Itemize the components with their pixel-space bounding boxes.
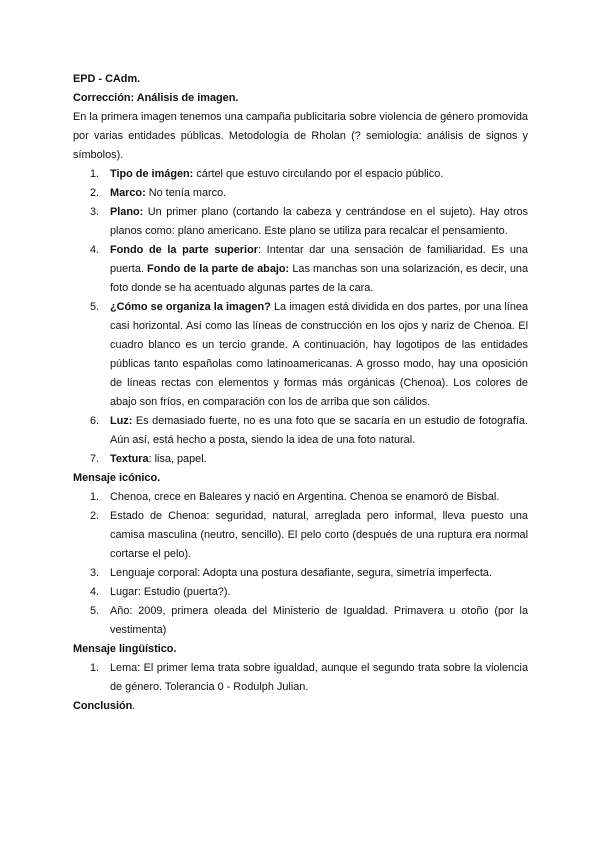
- iconic-list: [73, 488, 528, 640]
- list-number: 1.: [90, 491, 100, 503]
- conclusion-heading: Conclusión.: [73, 700, 136, 712]
- document-title: Corrección: Análisis de imagen.: [73, 92, 239, 104]
- list-number: 1.: [90, 168, 100, 180]
- item-text: Estado de Chenoa: seguridad, natural, arreglada pero informal, lleva puesto una camisa masculina (neutro, sencillo). El pelo corto (después de una ruptura era normal cortarse el pelo).: [110, 510, 528, 560]
- list-item: [73, 507, 528, 564]
- item-text: Lugar: Estudio (puerta?).: [110, 586, 231, 598]
- item-text: Lema: El primer lema trata sobre igualdad, aunque el segundo trata sobre la violencia de género. Tolerancia 0 - Rodulph Julian.: [110, 662, 528, 693]
- list-item: [73, 488, 528, 507]
- list-item: [73, 412, 528, 450]
- list-item: [73, 602, 528, 640]
- list-number: 1.: [90, 662, 100, 674]
- analysis-list: [73, 165, 528, 469]
- list-number: 4.: [90, 586, 100, 598]
- item-label: Luz:: [110, 415, 133, 427]
- item-text: La imagen está dividida en dos partes, por una línea casi horizontal. Así como las líneas de construcción en los ojos y nariz de Chenoa. El cuadro blanco es un tercio grande. A continuación, hay logotipos de las entidades públicas tanto españolas como latinoamericanas. A grosso modo, hay una oposición de líneas rectas con elementos y formas más orgánicas (Chenoa). Los colores de abajo son fríos, en comparación con los de arriba que son cálidos.: [110, 301, 528, 408]
- item-text: No tenía marco.: [145, 187, 227, 199]
- item-text: cártel que estuvo circulando por el espacio público.: [193, 168, 444, 180]
- item-text: Año: 2009, primera oleada del Ministerio de Igualdad. Primavera u otoño (por la vestimenta): [110, 605, 528, 636]
- item-text: Un primer plano (cortando la cabeza y centrándose en el sujeto). Hay otros planos como: plano americano. Este plano se utiliza para recalcar el pensamiento.: [110, 206, 528, 237]
- list-number: 4.: [90, 244, 100, 256]
- list-number: 3.: [90, 206, 100, 218]
- item-label: Textura: [110, 453, 149, 465]
- list-number: 2.: [90, 187, 100, 199]
- item-label: Plano:: [110, 206, 144, 218]
- item-label: ¿Cómo se organiza la imagen?: [110, 301, 271, 313]
- list-item: [73, 184, 528, 203]
- document-header: EPD - CAdm.: [73, 73, 141, 85]
- list-number: 6.: [90, 415, 100, 427]
- list-item: [73, 659, 528, 697]
- item-text: Lenguaje corporal: Adopta una postura desafiante, segura, simetría imperfecta.: [110, 567, 493, 579]
- item-text: Las manchas son una solarización, es decir, una foto donde se ha acentuado algunas partes de la cara.: [110, 263, 528, 294]
- item-text: : lisa, papel.: [148, 453, 207, 465]
- list-item: [73, 450, 528, 469]
- list-item: [73, 564, 528, 583]
- item-label: Tipo de imágen:: [110, 168, 194, 180]
- item-label: Marco:: [110, 187, 146, 199]
- iconic-heading: Mensaje icónico.: [73, 472, 161, 484]
- item-text: : Intentar dar una sensación de familiaridad. Es una puerta.: [110, 244, 528, 275]
- linguistic-heading: Mensaje lingüístico.: [73, 643, 177, 655]
- list-number: 7.: [90, 453, 100, 465]
- item-label: Fondo de la parte de abajo:: [147, 263, 290, 275]
- item-text: Chenoa, crece en Baleares y nació en Argentina. Chenoa se enamoró de Bisbal.: [110, 491, 500, 503]
- list-number: 2.: [90, 510, 100, 522]
- linguistic-list: [73, 659, 528, 697]
- list-item: [73, 165, 528, 184]
- item-text: Es demasiado fuerte, no es una foto que se sacaría en un estudio de fotografía. Aún así, está hecho a posta, siendo la idea de una foto natural.: [110, 415, 528, 446]
- intro-paragraph: En la primera imagen tenemos una campaña publicitaria sobre violencia de género promovida por varias entidades públicas. Metodología de Rholan (? semiología: análisis de signos y símbolos).: [73, 111, 528, 161]
- list-number: 3.: [90, 567, 100, 579]
- list-item: [73, 583, 528, 602]
- list-item: [73, 241, 528, 298]
- list-number: 5.: [90, 605, 100, 617]
- list-number: 5.: [90, 301, 100, 313]
- list-item: [73, 203, 528, 241]
- list-item: [73, 298, 528, 412]
- item-label: Fondo de la parte superior: [110, 244, 258, 256]
